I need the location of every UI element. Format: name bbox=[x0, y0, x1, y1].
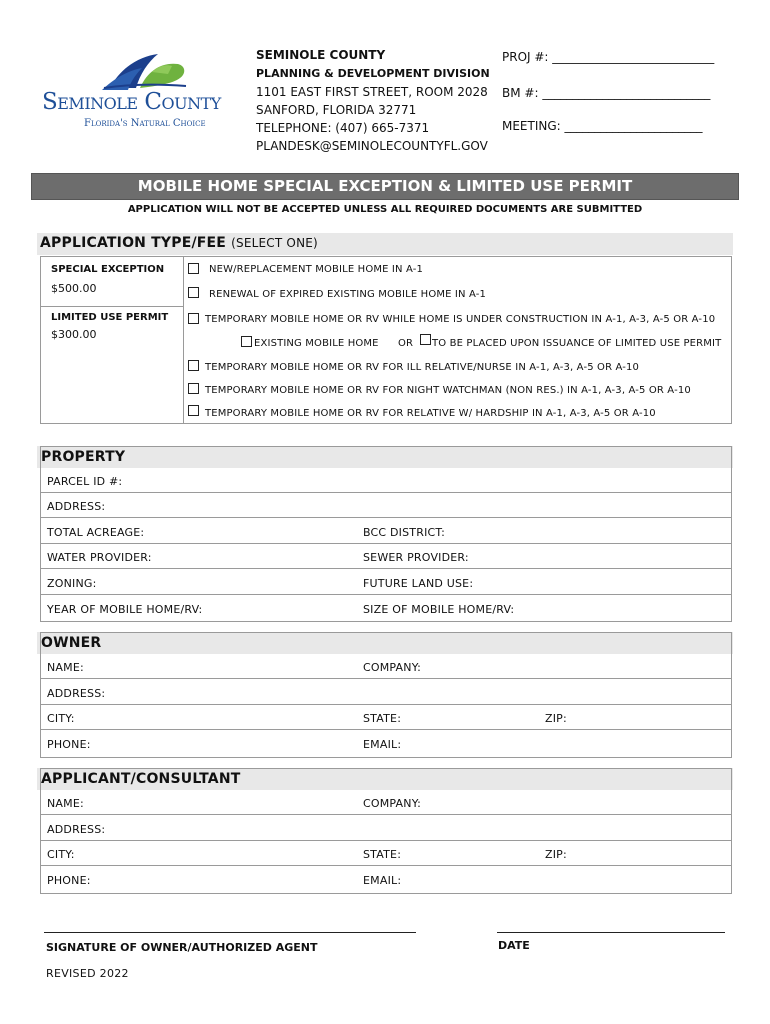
zoning-row[interactable] bbox=[40, 570, 732, 595]
applicant-state-label: STATE: bbox=[363, 848, 402, 861]
org-email: PLANDESK@SEMINOLECOUNTYFL.GOV bbox=[256, 139, 488, 153]
water-label: WATER PROVIDER: bbox=[47, 551, 152, 564]
applicant-city-label: CITY: bbox=[47, 848, 75, 861]
owner-heading: OWNER bbox=[41, 635, 102, 651]
owner-address-row[interactable] bbox=[40, 680, 732, 705]
new-replacement-checkbox[interactable] bbox=[188, 263, 199, 274]
acreage-label: TOTAL ACREAGE: bbox=[47, 526, 145, 539]
property-address-label: ADDRESS: bbox=[47, 500, 106, 513]
owner-phone-label: PHONE: bbox=[47, 738, 91, 751]
applicant-phone-label: PHONE: bbox=[47, 874, 91, 887]
option-new-replacement: NEW/REPLACEMENT MOBILE HOME IN A-1 bbox=[209, 264, 424, 275]
applicant-city-row[interactable] bbox=[40, 841, 732, 866]
org-street: 1101 EAST FIRST STREET, ROOM 2028 bbox=[256, 85, 488, 99]
option-or: OR bbox=[398, 338, 414, 349]
option-hardship: TEMPORARY MOBILE HOME OR RV FOR RELATIVE W/ HARDSHIP IN A-1, A-3, A-5 OR A-10 bbox=[205, 408, 656, 419]
org-division: PLANNING & DEVELOPMENT DIVISION bbox=[256, 67, 490, 80]
year-row[interactable] bbox=[40, 596, 732, 621]
fee-column-divider bbox=[183, 256, 184, 424]
date-line[interactable] bbox=[497, 932, 725, 933]
limited-use-label: LIMITED USE PERMIT bbox=[51, 312, 169, 323]
sewer-label: SEWER PROVIDER: bbox=[363, 551, 469, 564]
applicant-phone-row[interactable] bbox=[40, 867, 732, 892]
application-type-title: APPLICATION TYPE/FEE bbox=[40, 235, 227, 251]
fee-row-divider bbox=[40, 306, 184, 307]
application-type-note: (SELECT ONE) bbox=[231, 236, 318, 250]
zoning-label: ZONING: bbox=[47, 577, 97, 590]
applicant-address-label: ADDRESS: bbox=[47, 823, 106, 836]
form-title: MOBILE HOME SPECIAL EXCEPTION & LIMITED USE PERMIT bbox=[137, 177, 633, 195]
owner-state-label: STATE: bbox=[363, 712, 402, 725]
option-ill-relative: TEMPORARY MOBILE HOME OR RV FOR ILL RELATIVE/NURSE IN A-1, A-3, A-5 OR A-10 bbox=[205, 362, 640, 373]
renewal-checkbox[interactable] bbox=[188, 287, 199, 298]
owner-name-row[interactable] bbox=[40, 654, 732, 679]
signature-line[interactable] bbox=[44, 932, 416, 933]
existing-mobile-home-checkbox[interactable] bbox=[241, 336, 252, 347]
bm-field[interactable]: BM #: ____________________________ bbox=[502, 86, 711, 100]
option-existing-mobile-home: EXISTING MOBILE HOME bbox=[254, 338, 379, 349]
applicant-company-label: COMPANY: bbox=[363, 797, 422, 810]
owner-phone-row[interactable] bbox=[40, 731, 732, 756]
property-heading: PROPERTY bbox=[41, 449, 126, 465]
owner-email-label: EMAIL: bbox=[363, 738, 402, 751]
property-address-row[interactable] bbox=[40, 493, 732, 518]
size-label: SIZE OF MOBILE HOME/RV: bbox=[363, 603, 515, 616]
applicant-name-label: NAME: bbox=[47, 797, 84, 810]
logo-tagline: Florida's Natural Choice bbox=[84, 118, 206, 129]
construction-checkbox[interactable] bbox=[188, 313, 199, 324]
signature-label: SIGNATURE OF OWNER/AUTHORIZED AGENT bbox=[46, 941, 318, 954]
special-exception-label: SPECIAL EXCEPTION bbox=[51, 264, 165, 275]
owner-address-label: ADDRESS: bbox=[47, 687, 106, 700]
org-county: SEMINOLE COUNTY bbox=[256, 48, 386, 62]
option-renewal: RENEWAL OF EXPIRED EXISTING MOBILE HOME IN A-1 bbox=[209, 289, 487, 300]
application-type-heading bbox=[40, 235, 318, 251]
applicant-heading: APPLICANT/CONSULTANT bbox=[41, 771, 241, 787]
org-block bbox=[256, 48, 490, 157]
proj-field[interactable]: PROJ #: ___________________________ bbox=[502, 50, 715, 64]
to-be-placed-checkbox[interactable] bbox=[420, 334, 431, 345]
title-bar bbox=[31, 173, 739, 200]
night-watchman-checkbox[interactable] bbox=[188, 383, 199, 394]
applicant-name-row[interactable] bbox=[40, 790, 732, 815]
owner-company-label: COMPANY: bbox=[363, 661, 422, 674]
water-row[interactable] bbox=[40, 544, 732, 569]
owner-city-label: CITY: bbox=[47, 712, 75, 725]
applicant-zip-label: ZIP: bbox=[545, 848, 567, 861]
limited-use-fee: $300.00 bbox=[51, 328, 97, 341]
parcel-row[interactable] bbox=[40, 468, 732, 493]
logo-name: Seminole County bbox=[42, 89, 221, 115]
org-telephone: TELEPHONE: (407) 665-7371 bbox=[256, 121, 430, 135]
bcc-label: BCC DISTRICT: bbox=[363, 526, 446, 539]
ill-relative-checkbox[interactable] bbox=[188, 360, 199, 371]
owner-zip-label: ZIP: bbox=[545, 712, 567, 725]
option-night-watchman: TEMPORARY MOBILE HOME OR RV FOR NIGHT WATCHMAN (NON RES.) IN A-1, A-3, A-5 OR A-10 bbox=[205, 385, 691, 396]
option-to-be-placed: TO BE PLACED UPON ISSUANCE OF LIMITED USE PERMIT bbox=[432, 338, 722, 349]
option-construction: TEMPORARY MOBILE HOME OR RV WHILE HOME IS UNDER CONSTRUCTION IN A-1, A-3, A-5 OR A-10 bbox=[205, 314, 716, 325]
meeting-field[interactable]: MEETING: _______________________ bbox=[502, 119, 703, 133]
applicant-email-label: EMAIL: bbox=[363, 874, 402, 887]
owner-city-row[interactable] bbox=[40, 705, 732, 730]
hardship-checkbox[interactable] bbox=[188, 405, 199, 416]
parcel-label: PARCEL ID #: bbox=[47, 475, 123, 488]
acreage-row[interactable] bbox=[40, 519, 732, 544]
owner-name-label: NAME: bbox=[47, 661, 84, 674]
special-exception-fee: $500.00 bbox=[51, 282, 97, 295]
revised-label: REVISED 2022 bbox=[46, 967, 129, 980]
date-label: DATE bbox=[498, 939, 530, 952]
flu-label: FUTURE LAND USE: bbox=[363, 577, 474, 590]
year-label: YEAR OF MOBILE HOME/RV: bbox=[47, 603, 203, 616]
org-city: SANFORD, FLORIDA 32771 bbox=[256, 103, 417, 117]
form-subtitle: APPLICATION WILL NOT BE ACCEPTED UNLESS ALL REQUIRED DOCUMENTS ARE SUBMITTED bbox=[127, 204, 643, 215]
applicant-address-row[interactable] bbox=[40, 816, 732, 841]
